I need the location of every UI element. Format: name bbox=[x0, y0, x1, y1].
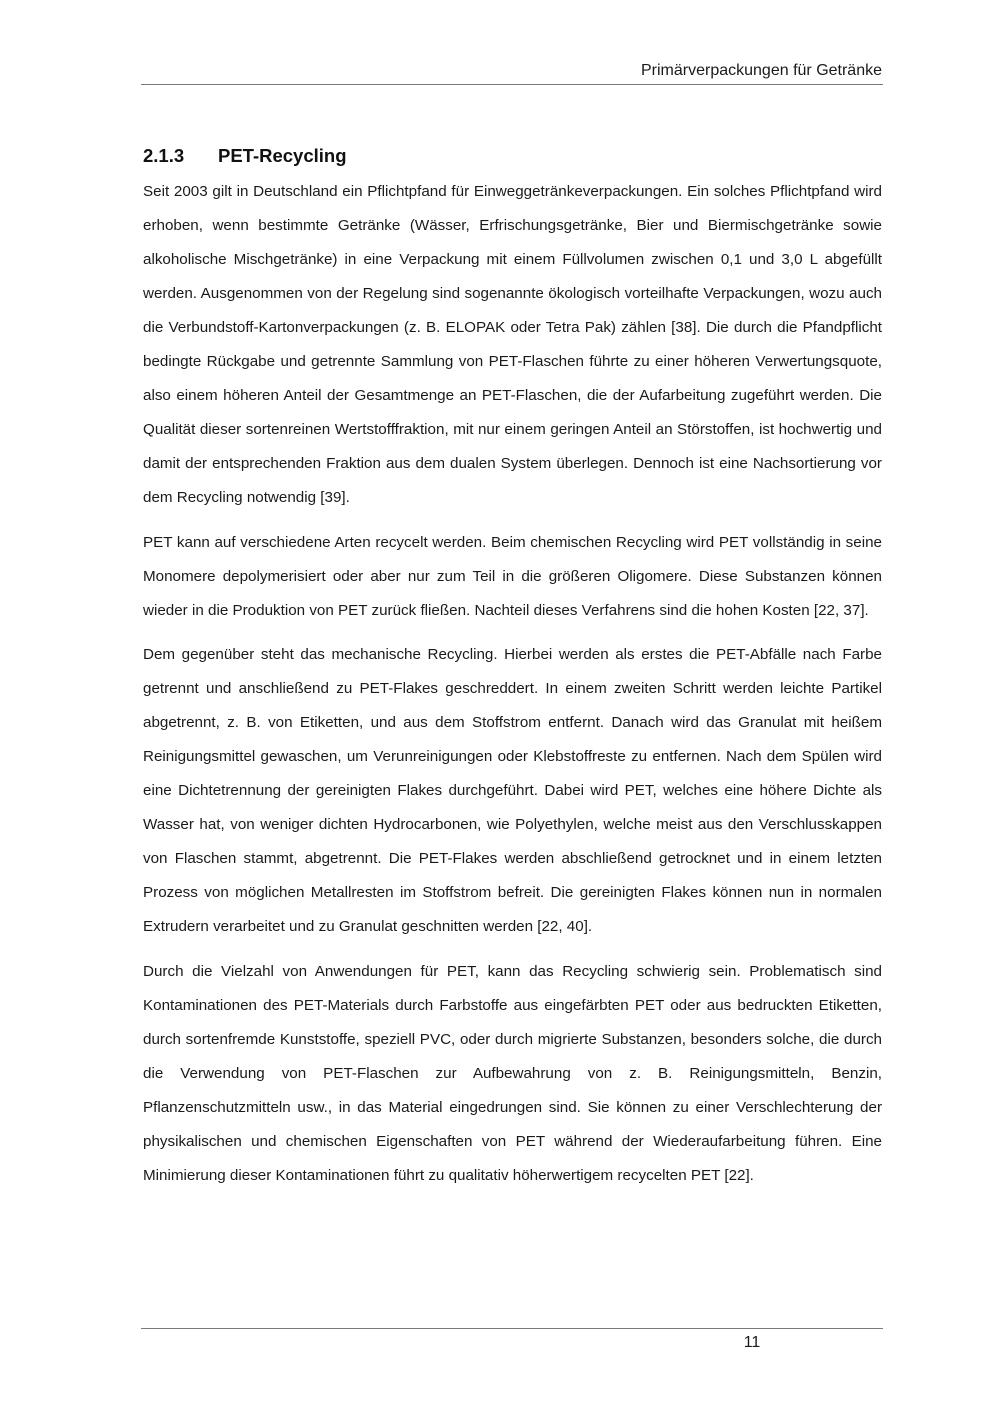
paragraph-2: PET kann auf verschiedene Arten recycelt werden. Beim chemischen Recycling wird PET vollständig in seine Monomere depolymerisiert oder aber nur zum Teil in die größeren Oligomere. Diese Substanzen können wieder in die Produktion von PET zurück fließen. Nachteil dieses Verfahrens sind die hohen Kosten [22, 37]. bbox=[143, 533, 882, 619]
section-heading bbox=[143, 144, 347, 168]
running-header: Primärverpackungen für Getränke bbox=[641, 62, 882, 79]
section-number: 2.1.3 bbox=[143, 145, 185, 166]
paragraph-3: Dem gegenüber steht das mechanische Recycling. Hierbei werden als erstes die PET-Abfälle nach Farbe getrennt und anschließend zu PET-Flakes geschreddert. In einem zweiten Schritt werden leichte Partikel abgetrennt, z. B. von Etiketten, und aus dem Stoffstrom entfernt. Danach wird das Granulat mit heißem Reinigungsmittel gewaschen, um Verunreinigungen oder Klebstoffreste zu entfernen. Nach dem Spülen wird eine Dichtetrennung der gereinigten Flakes durchgeführt. Dabei wird PET, welches eine höhere Dichte als Wasser hat, von weniger dichten Hydrocarbonen, wie Polyethylen, welche meist aus den Verschlusskappen von Flaschen stammt, abgetrennt. Die PET-Flakes werden abschließend getrocknet und in einem letzten Prozess von möglichen Metallresten im Stoffstrom befreit. Die gereinigten Flakes können nun in normalen Extrudern verarbeitet und zu Granulat geschnitten werden [22, 40]. bbox=[143, 646, 882, 935]
paragraph-4: Durch die Vielzahl von Anwendungen für PET, kann das Recycling schwierig sein. Problematisch sind Kontaminationen des PET-Materials durch Farbstoffe aus eingefärbten PET oder aus bedruckten Etiketten, durch sortenfremde Kunststoffe, speziell PVC, oder durch migrierte Substanzen, besonders solche, die durch die Verwendung von PET-Flaschen zur Aufbewahrung von z. B. Reinigungsmitteln, Benzin, Pflanzenschutzmitteln usw., in das Material eingedrungen sind. Sie können zu einer Verschlechterung der physikalischen und chemischen Eigenschaften von PET während der Wiederaufarbeitung führen. Eine Minimierung dieser Kontaminationen führt zu qualitativ höherwertigem recycelten PET [22]. bbox=[143, 962, 882, 1184]
body-text bbox=[143, 175, 882, 1203]
header-divider bbox=[141, 84, 883, 85]
footer-divider bbox=[141, 1328, 883, 1329]
page-number: 11 bbox=[743, 1334, 761, 1351]
paragraph-1: Seit 2003 gilt in Deutschland ein Pflichtpfand für Einweggetränkeverpackungen. Ein solches Pflichtpfand wird erhoben, wenn bestimmte Getränke (Wässer, Erfrischungsgetränke, Bier und Biermischgetränke sowie alkoholische Mischgetränke) in eine Verpackung mit einem Füllvolumen zwischen 0,1 und 3,0 L abgefüllt werden. Ausgenommen von der Regelung sind sogenannte ökologisch vorteilhafte Verpackungen, wozu auch die Verbundstoff-Kartonverpackungen (z. B. ELOPAK oder Tetra Pak) zählen [38]. Die durch die Pfandpflicht bedingte Rückgabe und getrennte Sammlung von PET-Flaschen führte zu einer höheren Verwertungsquote, also einem höheren Anteil der Gesamtmenge an PET-Flaschen, die der Aufarbeitung zugeführt werden. Die Qualität dieser sortenreinen Wertstofffraktion, mit nur einem geringen Anteil an Störstoffen, ist hochwertig und damit der entsprechenden Fraktion aus dem dualen System überlegen. Dennoch ist eine Nachsortierung vor dem Recycling notwendig [39]. bbox=[143, 183, 882, 506]
section-title: PET-Recycling bbox=[218, 145, 347, 166]
